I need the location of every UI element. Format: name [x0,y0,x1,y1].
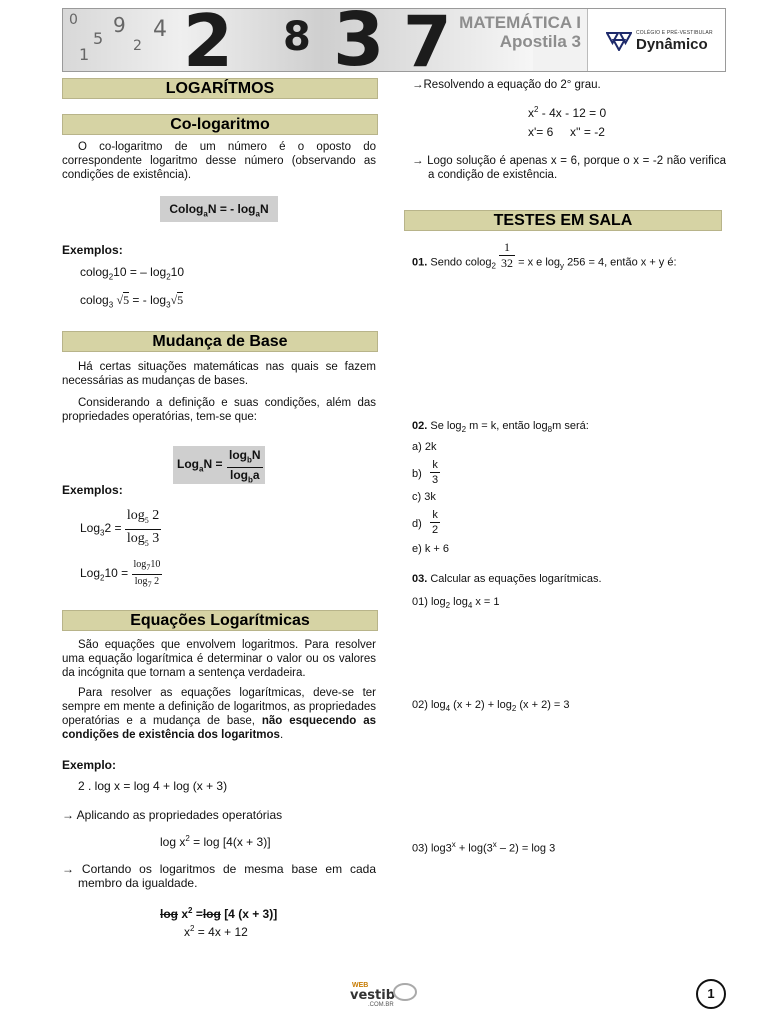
math-sub: 2 [100,573,105,583]
question-text: m = k, então log [469,420,548,432]
math-text: 01) log [412,596,446,608]
math-sup: 2 [190,924,195,933]
math-sub: 2 [461,425,467,435]
radicand: 5 [123,293,130,307]
math-text: 3 [152,530,160,546]
subject-name: MATEMÁTICA I [459,13,581,32]
math-fraction [499,240,515,271]
cancelled-log: log [160,907,178,921]
math-text: log [126,530,145,546]
dynamico-logo [587,9,726,71]
math-sub: 8 [547,425,553,435]
question-2 [412,420,589,434]
question-number: 02. [412,420,428,432]
logo-text: vestib [350,988,396,1003]
art-digit: 3 [333,8,385,72]
logo-name: Dynâmico [636,36,708,53]
math-sub: 2 [108,272,114,282]
formula-text: log [229,468,248,483]
question-text: Calcular as equações logarítmicas. [430,573,602,585]
art-digit: 7 [403,8,452,72]
math-sub: 4 [445,704,451,714]
math-sub: 3 [166,300,171,310]
cologarithm-example-1 [80,265,184,281]
math-text: x = 1 [475,596,500,608]
formula-lhs [177,457,222,473]
math-text: Log [80,521,101,536]
page-number: 1 [696,979,726,1009]
math-text: = log [4(x + 3)] [193,835,271,849]
formula-text: Colog [169,202,204,216]
math-text: 2 [154,576,160,587]
booklet-name: Apostila 3 [499,32,581,51]
math-fraction [132,558,163,591]
math-text: log [133,559,147,570]
section-title-change-of-base: Mudança de Base [62,331,378,352]
section-title-log-equations: Equações Logarítmicas [62,610,378,631]
math-text: 10 = – log [113,265,167,279]
step-equation-cancelled [160,906,277,921]
math-sub: 2 [511,704,517,714]
math-text: 10 = [104,566,129,581]
option-e: e) k + 6 [412,543,449,555]
option-a: a) 2k [412,441,437,453]
header-banner [62,8,726,72]
math-lhs [80,521,122,538]
example-label: Exemplo: [62,758,117,772]
change-of-base-example-2 [80,558,162,591]
question-number: 01. [412,256,428,269]
math-text: - 4x - 12 = 0 [541,106,607,120]
math-fraction [125,507,161,552]
math-text: 10 [150,559,161,570]
math-text: x [528,106,534,120]
formula-fraction [227,448,263,488]
cancelled-log: log [202,907,221,921]
log-equations-method [62,686,376,742]
fraction-denominator: 3 [432,474,439,486]
art-digit: 2 [133,38,142,54]
logo-text: WEB [352,982,369,989]
formula-text: N [251,448,261,462]
question-1 [412,240,677,271]
math-sub: 7 [146,563,151,572]
math-text: 02) log [412,699,446,711]
art-digit: 0 [69,12,78,28]
question-3-item-3 [412,840,555,855]
formula-text: log [229,448,247,462]
formula-text: N = - log [207,202,256,216]
math-lhs [80,566,129,583]
fraction-denominator: 2 [432,524,439,536]
math-text: 03) log3 [412,842,452,855]
math-text: (x + 2) + log [453,699,512,711]
triangle-logo-icon [606,31,632,51]
math-text: Log [80,566,101,581]
fraction-numerator: k [430,458,440,473]
question-3 [412,573,602,585]
math-text: [4 (x + 3)] [224,907,278,921]
math-text: colog [80,265,109,279]
examples-label: Exemplos: [62,243,123,257]
change-of-base-intro-2: Considerando a definição e suas condições, além das propriedades operatórias, tem-se que: [62,397,376,423]
question-text: 256 = 4, então x + y é: [567,256,677,269]
math-text: x [181,907,189,921]
math-text: colog [80,293,109,307]
math-text: x [184,925,190,939]
change-of-base-example-1 [80,507,161,552]
math-text: 10 [170,265,184,279]
math-sub: 2 [166,272,171,282]
math-text: = [195,907,203,921]
math-sub: 4 [467,601,473,611]
step-equation-1 [160,834,271,849]
math-sup: 2 [534,105,539,114]
cologarithm-example-2 [80,293,183,309]
formula-text: Log [177,457,199,471]
quadratic-roots: x'= 6 x'' = -2 [528,125,605,139]
math-sup: x [451,840,456,849]
math-sub: 2 [491,261,496,271]
math-text: = 4x + 12 [197,925,248,939]
math-sup: 2 [188,906,193,915]
question-text: m será: [552,420,589,432]
formula-sub: a [199,464,204,474]
option-fraction [430,458,440,487]
option-c: c) 3k [412,491,436,503]
math-text: log x [160,835,186,849]
formula-sub: b [247,475,253,485]
formula-text: N [259,202,269,216]
math-sub: 2 [445,601,451,611]
math-sup: x [492,840,497,849]
math-sub: 7 [147,580,152,589]
formula-text: a [252,468,260,483]
art-digit: 1 [79,45,90,64]
logo-caption: COLÉGIO E PRÉ-VESTIBULAR [636,30,713,36]
math-sub: 5 [144,515,149,525]
sqrt-symbol: √5 [170,293,184,307]
examples-label: Exemplos: [62,483,123,497]
question-text: = x e log [518,256,560,269]
art-digit: 4 [153,17,167,42]
art-digit: 8 [283,14,311,60]
art-digit: 2 [183,8,234,72]
step-solve-quadratic: →Resolvendo a equação do 2° grau. [412,79,601,91]
cologarithm-definition: O co-logaritmo de um número é o oposto do correspondente logaritmo desse número (observando as condições de existência). [62,141,376,181]
section-title-tests: TESTES EM SALA [404,210,722,231]
solution-conclusion: → Logo solução é apenas x = 6, porque o x = -2 não verifica a condição de existência. [412,155,726,181]
formula-sub: a [203,209,208,219]
fraction-numerator: 1 [499,240,515,256]
question-3-item-1 [412,596,500,610]
fraction-denominator: 32 [501,256,514,270]
math-text: (x + 2) = 3 [519,699,570,711]
cologarithm-formula [160,196,278,222]
art-digit: 5 [93,29,104,48]
webvestib-logo [348,980,420,1010]
page-title: LOGARÍTMOS [62,78,378,99]
math-sub: 5 [144,538,149,548]
math-sub: 3 [108,300,114,310]
math-sup: 2 [185,834,190,843]
question-text: Se log [430,420,462,432]
question-text: Sendo colog [430,256,492,269]
math-sub: 3 [100,528,105,538]
math-text: – 2) = log 3 [499,842,556,855]
step-equation-2 [184,924,248,939]
quadratic-equation [528,105,606,120]
swoosh-icon [392,980,418,1004]
art-digit: 9 [113,13,126,37]
section-title-cologarithm: Co-logaritmo [62,114,378,135]
question-3-item-2 [412,699,570,713]
change-of-base-intro: Há certas situações matemáticas nas quais se fazem necessárias as mudanças de bases. [62,361,376,387]
formula-text: N = [203,457,223,471]
math-text: log [126,508,145,523]
option-letter: d) [412,518,422,530]
formula-sub: b [247,455,252,465]
fraction-numerator: k [430,508,440,523]
paragraph-text: Para resolver as equações logarítmicas, deve-se ter sempre em mente a definição de logaritmos, as propriedades operatórias e a mudança de base, [62,687,376,727]
banner-subject [453,13,581,51]
formula-sub: a [255,209,260,219]
math-sub: y [560,261,564,271]
example-equation: 2 . log x = log 4 + log (x + 3) [78,779,228,793]
paragraph-text: . [279,729,284,741]
math-text: = - log [132,293,167,307]
radicand: 5 [177,293,184,307]
step-apply-properties: → Aplicando as propriedades operatórias [62,808,283,822]
logo-text: .COM.BR [368,1002,394,1008]
step-cancel-logs: → Cortando os logaritmos de mesma base em cada membro da igualdade. [62,862,376,890]
log-equations-definition: São equações que envolvem logaritmos. Para resolver uma equação logarítmica é determinar o valor ou os valores da incógnita que tornam a sentença verdadeira. [62,639,376,679]
emphasis-text: não esquecendo as condições de existência dos logaritmos [62,715,376,741]
question-number: 03. [412,573,428,585]
change-of-base-formula [173,446,265,484]
math-text: 2 [152,508,160,523]
math-text: log [134,576,148,587]
sqrt-symbol: √5 [116,293,130,307]
math-text: log [453,596,468,608]
option-fraction [430,508,440,537]
option-letter: b) [412,468,422,480]
math-text: + log(3 [458,842,493,855]
math-text: 2 = [104,521,122,536]
